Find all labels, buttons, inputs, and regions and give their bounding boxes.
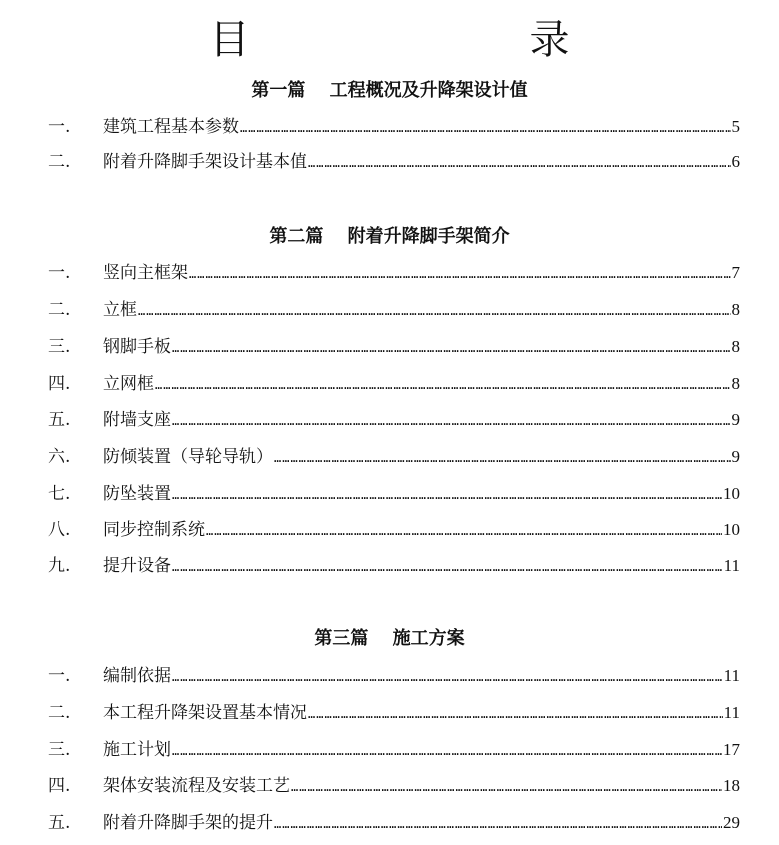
- entry-number: 九.: [48, 556, 71, 576]
- dot-leader: [155, 378, 731, 392]
- entry-number: 三.: [48, 337, 71, 357]
- toc-entry[interactable]: [48, 479, 740, 505]
- entry-label: 防倾装置（导轮导轨）: [103, 447, 273, 467]
- dot-leader: [240, 121, 731, 135]
- entry-number: 八.: [48, 520, 71, 540]
- entry-label: 立网框: [103, 374, 154, 394]
- entry-page-number: 10: [723, 484, 740, 503]
- dot-leader: [172, 414, 731, 428]
- entry-number: 五.: [48, 813, 71, 833]
- dot-leader: [274, 817, 722, 831]
- toc-entry[interactable]: [48, 551, 740, 577]
- entry-label: 编制依据: [103, 666, 171, 686]
- entry-label: 钢脚手板: [103, 337, 171, 357]
- dot-leader: [172, 670, 723, 684]
- dot-leader: [189, 267, 731, 281]
- entry-label: 本工程升降架设置基本情况: [103, 703, 307, 723]
- dot-leader: [291, 780, 722, 794]
- entry-page-number: 11: [723, 666, 740, 685]
- dot-leader: [172, 560, 723, 574]
- entry-number: 一.: [48, 117, 71, 137]
- entry-number: 三.: [48, 740, 71, 760]
- dot-leader: [274, 451, 731, 465]
- toc-entry[interactable]: [48, 771, 740, 797]
- entry-page-number: 8: [731, 374, 740, 393]
- entry-page-number: 7: [731, 263, 740, 282]
- entry-page-number: 10: [723, 520, 740, 539]
- section-title: 第二篇 附着升降脚手架简介: [269, 226, 510, 247]
- entry-label: 施工计划: [103, 740, 171, 760]
- entry-number: 一.: [48, 666, 71, 686]
- dot-leader: [172, 744, 722, 758]
- entry-number: 二.: [48, 152, 71, 172]
- entry-number: 二.: [48, 703, 71, 723]
- entry-number: 一.: [48, 263, 71, 283]
- toc-entry[interactable]: [48, 369, 740, 395]
- entry-number: 四.: [48, 374, 71, 394]
- entry-label: 建筑工程基本参数: [103, 117, 239, 137]
- entry-page-number: 11: [723, 703, 740, 722]
- entry-page-number: 9: [731, 447, 740, 466]
- toc-entry[interactable]: [48, 295, 740, 321]
- entry-page-number: 8: [731, 300, 740, 319]
- dot-leader: [206, 524, 722, 538]
- entry-number: 七.: [48, 484, 71, 504]
- dot-leader: [138, 304, 731, 318]
- entry-page-number: 5: [731, 117, 740, 136]
- toc-entry[interactable]: [48, 661, 740, 687]
- entry-number: 六.: [48, 447, 71, 467]
- entry-page-number: 9: [731, 410, 740, 429]
- entry-page-number: 6: [731, 152, 740, 171]
- entry-page-number: 29: [723, 813, 740, 832]
- entry-number: 二.: [48, 300, 71, 320]
- entry-page-number: 18: [723, 776, 740, 795]
- entry-page-number: 11: [723, 556, 740, 575]
- toc-entry[interactable]: [48, 442, 740, 468]
- entry-label: 附墙支座: [103, 410, 171, 430]
- entry-label: 防坠装置: [103, 484, 171, 504]
- entry-label: 架体安装流程及安装工艺: [103, 776, 290, 796]
- toc-entry[interactable]: [48, 147, 740, 173]
- entry-label: 同步控制系统: [103, 520, 205, 540]
- toc-entry[interactable]: [48, 808, 740, 834]
- entry-label: 提升设备: [103, 556, 171, 576]
- toc-title: 目 录: [209, 17, 690, 63]
- toc-entry[interactable]: [48, 698, 740, 724]
- entry-label: 附着升降脚手架设计基本值: [103, 152, 307, 172]
- dot-leader: [308, 707, 723, 721]
- dot-leader: [172, 488, 722, 502]
- toc-entry[interactable]: [48, 405, 740, 431]
- entry-label: 立框: [103, 300, 137, 320]
- entry-number: 四.: [48, 776, 71, 796]
- entry-label: 附着升降脚手架的提升: [103, 813, 273, 833]
- toc-entry[interactable]: [48, 258, 740, 284]
- toc-entry[interactable]: [48, 332, 740, 358]
- entry-page-number: 17: [723, 740, 740, 759]
- toc-entry[interactable]: [48, 735, 740, 761]
- entry-page-number: 8: [731, 337, 740, 356]
- entry-number: 五.: [48, 410, 71, 430]
- entry-label: 竖向主框架: [103, 263, 188, 283]
- section-title: 第三篇 施工方案: [314, 628, 465, 649]
- dot-leader: [308, 156, 731, 170]
- toc-entry[interactable]: [48, 112, 740, 138]
- dot-leader: [172, 341, 731, 355]
- toc-entry[interactable]: [48, 515, 740, 541]
- section-title: 第一篇 工程概况及升降架设计值: [251, 80, 528, 101]
